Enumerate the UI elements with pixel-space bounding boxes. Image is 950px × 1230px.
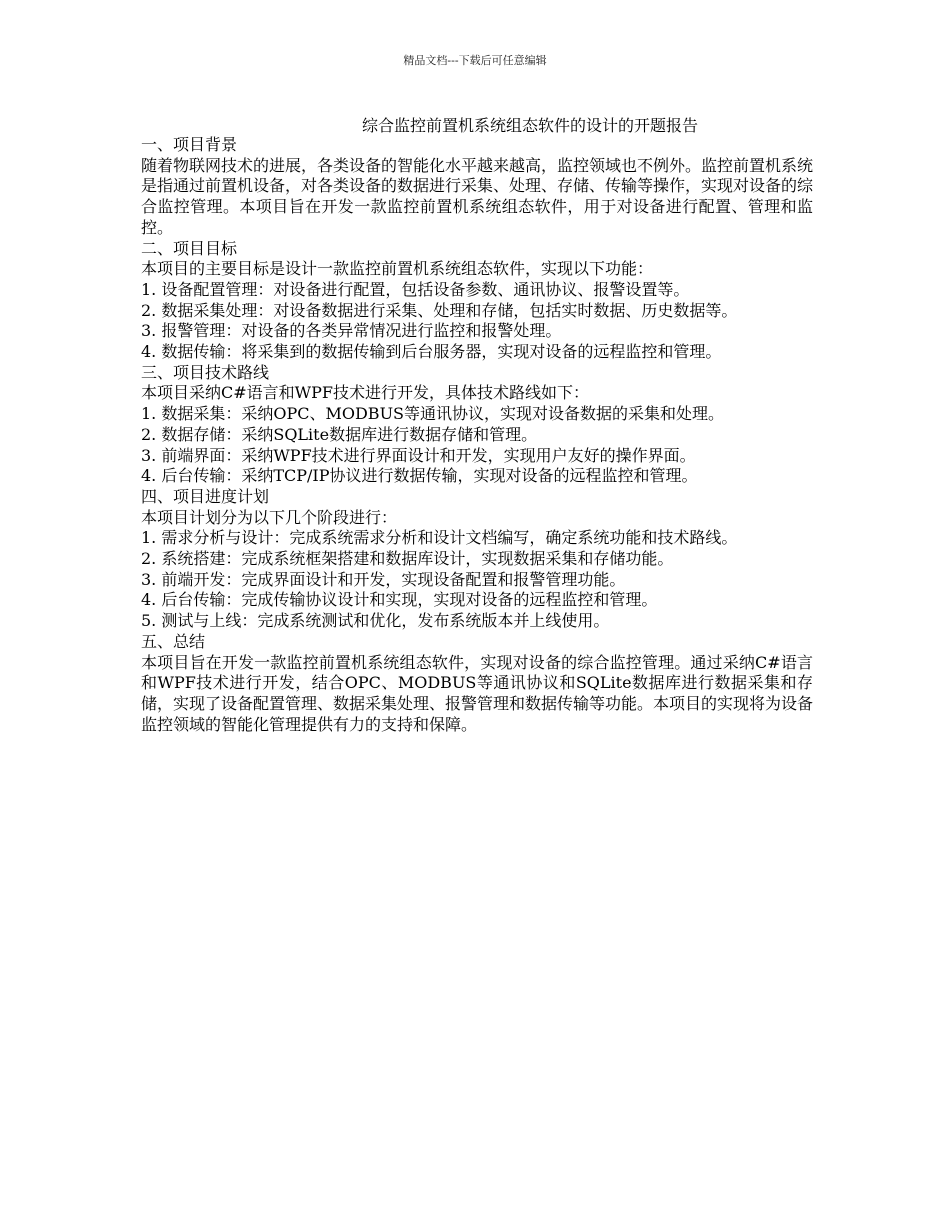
schedule-intro: 本项目计划分为以下几个阶段进行：: [141, 507, 398, 527]
goals-item-3: 3. 报警管理：对设备的各类异常情况进行监控和报警处理。: [141, 321, 562, 341]
summary-paragraph: 本项目旨在开发一款监控前置机系统组态软件，实现对设备的综合监控管理。通过采纳C#语言和WPF技术进行开发，结合OPC、MODBUS等通讯协议和SQLite数据库进行数据采集和存储，实现了设备配置管理、数据采集处理、报警管理和数据传输等功能。本项目的实现将为设备监控领域的智能化管理提供有力的支持和保障。: [141, 652, 814, 734]
tech-route-item-1: 1. 数据采集：采纳OPC、MODBUS等通讯协议，实现对设备数据的采集和处理。: [141, 404, 725, 424]
schedule-item-5: 5. 测试与上线：完成系统测试和优化，发布系统版本并上线使用。: [141, 611, 610, 631]
tech-route-intro: 本项目采纳C#语言和WPF技术进行开发，具体技术路线如下：: [141, 383, 589, 403]
document-title: 综合监控前置机系统组态软件的设计的开题报告: [362, 116, 699, 135]
section-heading-tech-route: 三、项目技术路线: [141, 362, 270, 382]
goals-item-2: 2. 数据采集处理：对设备数据进行采集、处理和存储，包括实时数据、历史数据等。: [141, 300, 738, 320]
tech-route-item-2: 2. 数据存储：采纳SQLite数据库进行数据存储和管理。: [141, 424, 538, 444]
section-heading-goals: 二、项目目标: [141, 238, 238, 258]
tech-route-item-4: 4. 后台传输：采纳TCP/IP协议进行数据传输，实现对设备的远程监控和管理。: [141, 466, 698, 486]
background-paragraph: 随着物联网技术的进展，各类设备的智能化水平越来越高，监控领域也不例外。监控前置机系统是指通过前置机设备，对各类设备的数据进行采集、处理、存储、传输等操作，实现对设备的综合监控管理。本项目旨在开发一款监控前置机系统组态软件，用于对设备进行配置、管理和监控。: [141, 155, 814, 237]
page-header: 精品文档---下载后可任意编辑: [403, 54, 547, 67]
tech-route-item-3: 3. 前端界面：采纳WPF技术进行界面设计和开发，实现用户友好的操作界面。: [141, 445, 696, 465]
section-heading-background: 一、项目背景: [141, 135, 238, 154]
document-body: [141, 135, 813, 735]
goals-intro: 本项目的主要目标是设计一款监控前置机系统组态软件，实现以下功能：: [141, 259, 654, 279]
goals-item-4: 4. 数据传输：将采集到的数据传输到后台服务器，实现对设备的远程监控和管理。: [141, 342, 722, 362]
schedule-item-2: 2. 系统搭建：完成系统框架搭建和数据库设计，实现数据采集和存储功能。: [141, 549, 674, 569]
schedule-item-4: 4. 后台传输：完成传输协议设计和实现，实现对设备的远程监控和管理。: [141, 590, 658, 610]
schedule-item-1: 1. 需求分析与设计：完成系统需求分析和设计文档编写，确定系统功能和技术路线。: [141, 528, 738, 548]
goals-item-1: 1. 设备配置管理：对设备进行配置，包括设备参数、通讯协议、报警设置等。: [141, 279, 690, 299]
schedule-item-3: 3. 前端开发：完成界面设计和开发，实现设备配置和报警管理功能。: [141, 569, 626, 589]
section-heading-schedule: 四、项目进度计划: [141, 486, 270, 506]
section-heading-summary: 五、总结: [141, 631, 206, 651]
